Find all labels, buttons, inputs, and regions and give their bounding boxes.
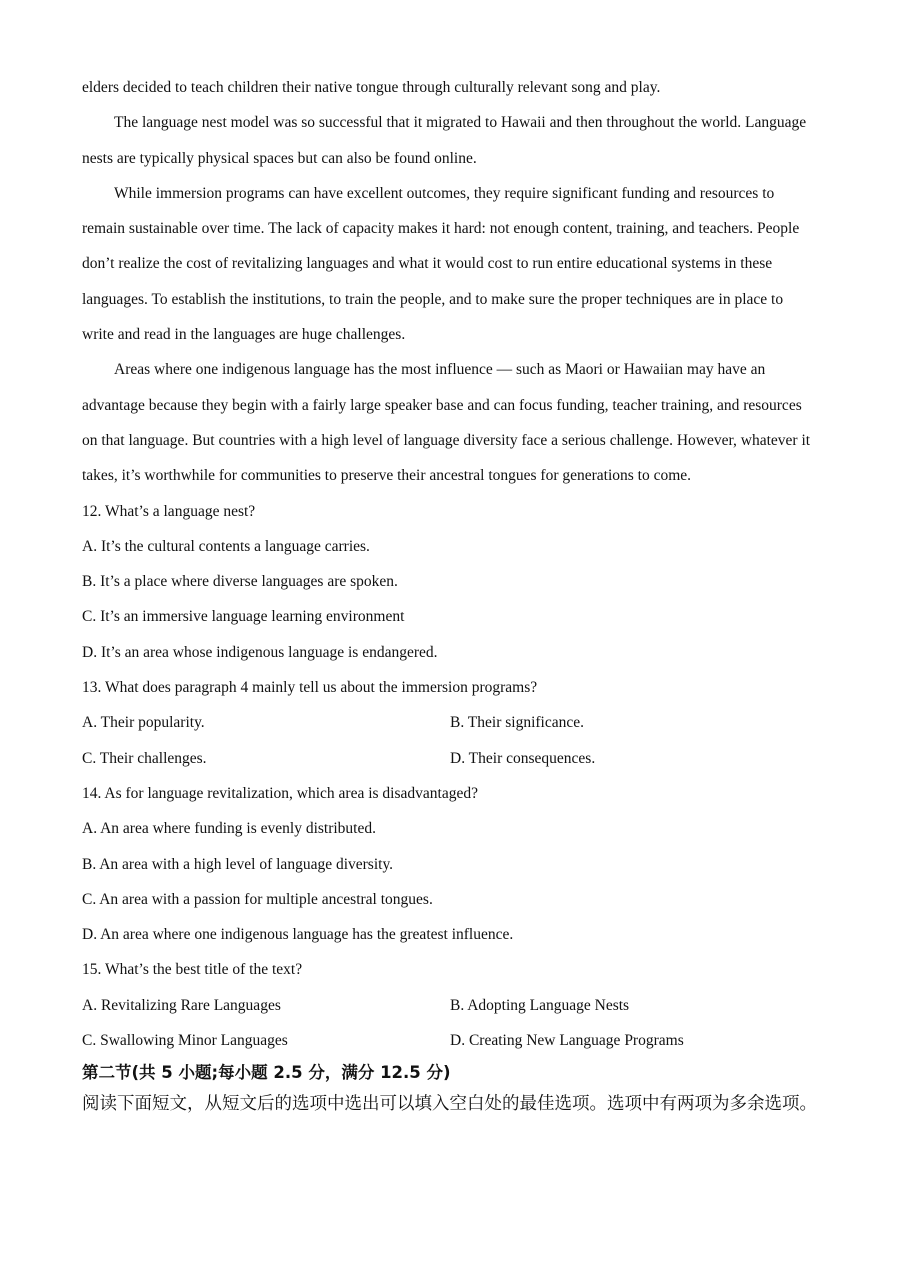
passage-line: don’t realize the cost of revitalizing languages and what it would cost to run entire educational systems in these — [82, 255, 773, 273]
option-a[interactable]: A. Revitalizing Rare Languages — [82, 996, 281, 1014]
option-d[interactable]: D. An area where one indigenous language has the greatest influence. — [82, 926, 514, 944]
option-b[interactable]: B. Their significance. — [450, 714, 585, 732]
question-13 — [82, 670, 822, 776]
passage-line: Areas where one indigenous language has the most influence — such as Maori or Hawaiian may have an — [114, 361, 766, 379]
section-heading: 第二节(共 5 小题;每小题 2.5 分，满分 12.5 分) — [82, 1063, 451, 1083]
option-b[interactable]: B. An area with a high level of language diversity. — [82, 855, 394, 873]
option-d[interactable]: D. It’s an area whose indigenous language is endangered. — [82, 643, 438, 661]
option-c[interactable]: C. Their challenges. — [82, 749, 207, 767]
question-stem: 15. What’s the best title of the text? — [82, 961, 303, 979]
option-row — [82, 1023, 822, 1058]
passage-line: remain sustainable over time. The lack of capacity makes it hard: not enough content, training, and teachers. People — [82, 220, 800, 238]
option-row — [82, 988, 822, 1023]
option-a[interactable]: A. It’s the cultural contents a language carries. — [82, 537, 370, 555]
option-c[interactable]: C. An area with a passion for multiple ancestral tongues. — [82, 890, 433, 908]
option-b[interactable]: B. It’s a place where diverse languages are spoken. — [82, 573, 398, 591]
passage-line: write and read in the languages are huge challenges. — [82, 326, 406, 344]
passage-line: on that language. But countries with a high level of language diversity face a serious challenge. However, whatever it — [82, 431, 811, 449]
question-14 — [82, 776, 822, 952]
question-stem: 13. What does paragraph 4 mainly tell us about the immersion programs? — [82, 679, 538, 697]
passage-line: advantage because they begin with a fairly large speaker base and can focus funding, teacher training, and resources — [82, 396, 802, 414]
passage-line: The language nest model was so successful that it migrated to Hawaii and then throughout the world. Language — [114, 114, 807, 132]
passage-line: takes, it’s worthwhile for communities to preserve their ancestral tongues for generations to come. — [82, 467, 692, 485]
passage-line: nests are typically physical spaces but can also be found online. — [82, 149, 477, 167]
option-d[interactable]: D. Creating New Language Programs — [450, 1032, 684, 1050]
passage-line: languages. To establish the institutions, to train the people, and to make sure the proper techniques are in place to — [82, 290, 784, 308]
option-b[interactable]: B. Adopting Language Nests — [450, 996, 630, 1014]
option-row — [82, 741, 822, 776]
passage-paragraph-4 — [82, 352, 822, 493]
passage-line: While immersion programs can have excellent outcomes, they require significant funding and resources to — [114, 184, 775, 202]
option-c[interactable]: C. It’s an immersive language learning environment — [82, 608, 405, 626]
document-page — [82, 70, 822, 1119]
question-stem: 12. What’s a language nest? — [82, 502, 256, 520]
question-stem: 14. As for language revitalization, which area is disadvantaged? — [82, 784, 478, 802]
option-d[interactable]: D. Their consequences. — [450, 749, 596, 767]
passage-paragraph-3 — [82, 176, 822, 352]
option-c[interactable]: C. Swallowing Minor Languages — [82, 1032, 288, 1050]
passage-paragraph-2 — [82, 105, 822, 176]
question-15 — [82, 952, 822, 1058]
option-a[interactable]: A. An area where funding is evenly distributed. — [82, 820, 376, 838]
section-instruction: 阅读下面短文，从短文后的选项中选出可以填入空白处的最佳选项。选项中有两项为多余选项。 — [82, 1094, 817, 1115]
passage-paragraph-1-tail: elders decided to teach children their native tongue through culturally relevant song and play. — [82, 79, 661, 96]
option-row — [82, 705, 822, 740]
option-a[interactable]: A. Their popularity. — [82, 714, 205, 732]
question-12 — [82, 494, 822, 670]
